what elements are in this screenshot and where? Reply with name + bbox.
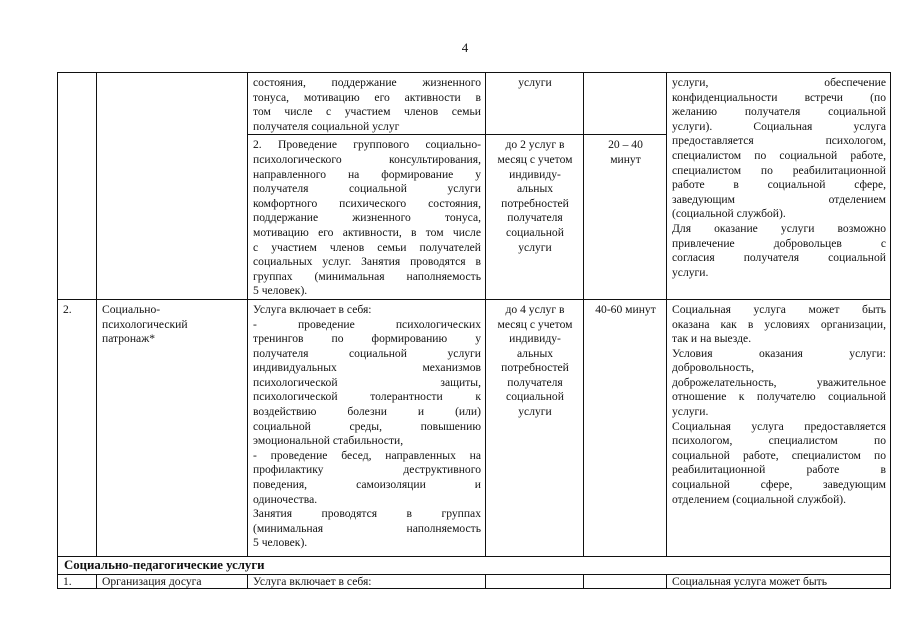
service-name-cell [97,574,248,588]
text-line: так и на выезде. [672,332,752,346]
text-line: - проведение бесед, направленных на [253,448,481,462]
text-line: получателя [507,211,563,225]
text-line: получателя [507,375,563,389]
text-line: (минимальная наполняемость [253,521,481,535]
duration-cell [584,73,667,135]
text-line: получателя социальной услуг [253,119,400,133]
text-line: психологической защиты, [253,375,481,389]
text-line: предоставляется психологом, [672,134,886,148]
text-line: Для оказание услуги возможно [672,221,886,235]
text-line: социальной сфере, заведующим [672,478,886,492]
text-line: профилактику деструктивного [253,463,481,477]
duration-cell [584,574,667,588]
text-line: социальных услуг. Занятия проводятся в [253,255,481,269]
text-line: мотивацию его активности, в том числе [253,225,481,239]
text-line: специалистом по реабилитационной [672,163,886,177]
text-line: месяц с учетом [497,317,573,331]
table-row [58,73,891,135]
text-line: тренингов по формированию у [253,332,481,346]
text-line: месяц с учетом [497,152,573,166]
number-cell: 2. [58,299,97,556]
text-line: одиночества. [253,492,318,506]
text-line: работе в социальной сфере, [672,178,886,192]
text-line: отделением (социальной службой). [672,492,847,506]
text-line: поведения, самоизоляции и [253,478,481,492]
services-table [57,72,891,589]
frequency-cell [486,73,584,135]
text-line: услуги, обеспечение [672,76,886,89]
text-line: (социальной службой). [672,207,786,221]
conditions-cell [667,73,891,300]
text-line: том числе с участием членов семьи [253,105,481,119]
duration-cell [584,299,667,556]
text-line: 5 человек). [253,536,308,550]
text-line: патронаж* [102,332,156,346]
frequency-cell [486,574,584,588]
text-line: с участием членов семьи получателей [253,240,481,254]
text-line: поддержание жизненного тонуса, [253,211,481,225]
text-line: услуги [518,240,552,254]
text-line: 2. Проведение группового социально- [253,138,481,152]
text-line: Социально- [102,302,161,316]
text-line: конфиденциальности встречи (по [672,90,886,104]
text-line: направленного на формирование у [253,167,481,181]
text-line: 20 – 40 [608,138,643,152]
text-line: оказана как в условиях организации, [672,317,886,331]
text-line: социальной среды, повышению [253,419,481,433]
section-title: Социально-педагогические услуги [58,556,891,574]
number-cell [58,73,97,300]
duration-cell [584,135,667,300]
text-line: психологический [102,317,188,331]
text-line: воздействию болезни и (или) [253,405,481,419]
text-line: желанию получателя социальной [672,105,886,119]
service-name-cell [97,73,248,300]
text-line: альных [516,182,554,196]
frequency-cell [486,135,584,300]
text-line: отношение к получателю социальной [672,390,886,404]
text-line: услуги. [672,265,709,279]
text-line: психологической толерантности к [253,390,481,404]
section-header-row [58,556,891,574]
text-line: согласия получателя социальной [672,251,886,265]
text-line: до 4 услуг в [505,302,565,316]
text-line: получателя социальной услуги [253,182,481,196]
text-line: 40-60 минут [595,302,656,316]
text-line: эмоциональной стабильности, [253,434,404,448]
text-line: Занятия проводятся в группах [253,507,481,521]
description-cell [248,135,486,300]
text-line: привлечение добровольцев с [672,236,886,250]
text-line: услуги [518,405,552,419]
description-cell [248,73,486,135]
text-line: комфортного психического состояния, [253,196,481,210]
table-row [58,299,891,556]
text-line: альных [516,346,554,360]
text-line: заведующим отделением [672,192,886,206]
text-line: - проведение психологических [253,317,481,331]
conditions-cell [667,574,891,588]
text-line: Социальная услуга может быть [672,574,828,588]
text-line: индивиду- [509,332,561,346]
text-line: психологом, специалистом по [672,434,886,448]
text-line: 5 человек). [253,284,308,298]
text-line: Социальная услуга может быть [672,302,886,316]
frequency-cell [486,299,584,556]
text-line: реабилитационной работе в [672,463,886,477]
description-cell [248,574,486,588]
text-line: услуги). Социальная услуга [672,119,886,133]
text-line: Услуга включает в себя: [253,302,372,316]
text-line: доброжелательность, уважительное [672,375,886,389]
description-cell [248,299,486,556]
service-name-cell [97,299,248,556]
text-line: потребностей [501,196,569,210]
text-line: состояния, поддержание жизненного [253,76,481,89]
table-row [58,574,891,588]
text-line: Организация досуга [102,574,202,588]
text-line: группах (минимальная наполняемость [253,269,481,283]
text-line: до 2 услуг в [505,138,565,152]
text-line: индивиду- [509,167,561,181]
text-line: добровольность, [672,361,754,375]
text-line: специалистом по социальной работе, [672,148,886,162]
text-line: социальной [506,225,564,239]
page-number: 4 [461,40,469,55]
text-line: социальной [506,390,564,404]
text-line: Условия оказания услуги: [672,346,886,360]
text-line: получателя социальной услуги [253,346,481,360]
number-cell: 1. [58,574,97,588]
text-line: услуги [518,76,552,89]
text-line: тонуса, мотивацию его активности в [253,90,481,104]
conditions-cell [667,299,891,556]
text-line: индивидуальных механизмов [253,361,481,375]
text-line: социальной работе, специалистом по [672,448,886,462]
text-line: услуги. [672,405,709,419]
text-line: Социальная услуга предоставляется [672,419,886,433]
text-line: потребностей [501,361,569,375]
text-line: минут [610,152,641,166]
text-line: психологического консультирования, [253,152,481,166]
text-line: Услуга включает в себя: [253,574,372,588]
